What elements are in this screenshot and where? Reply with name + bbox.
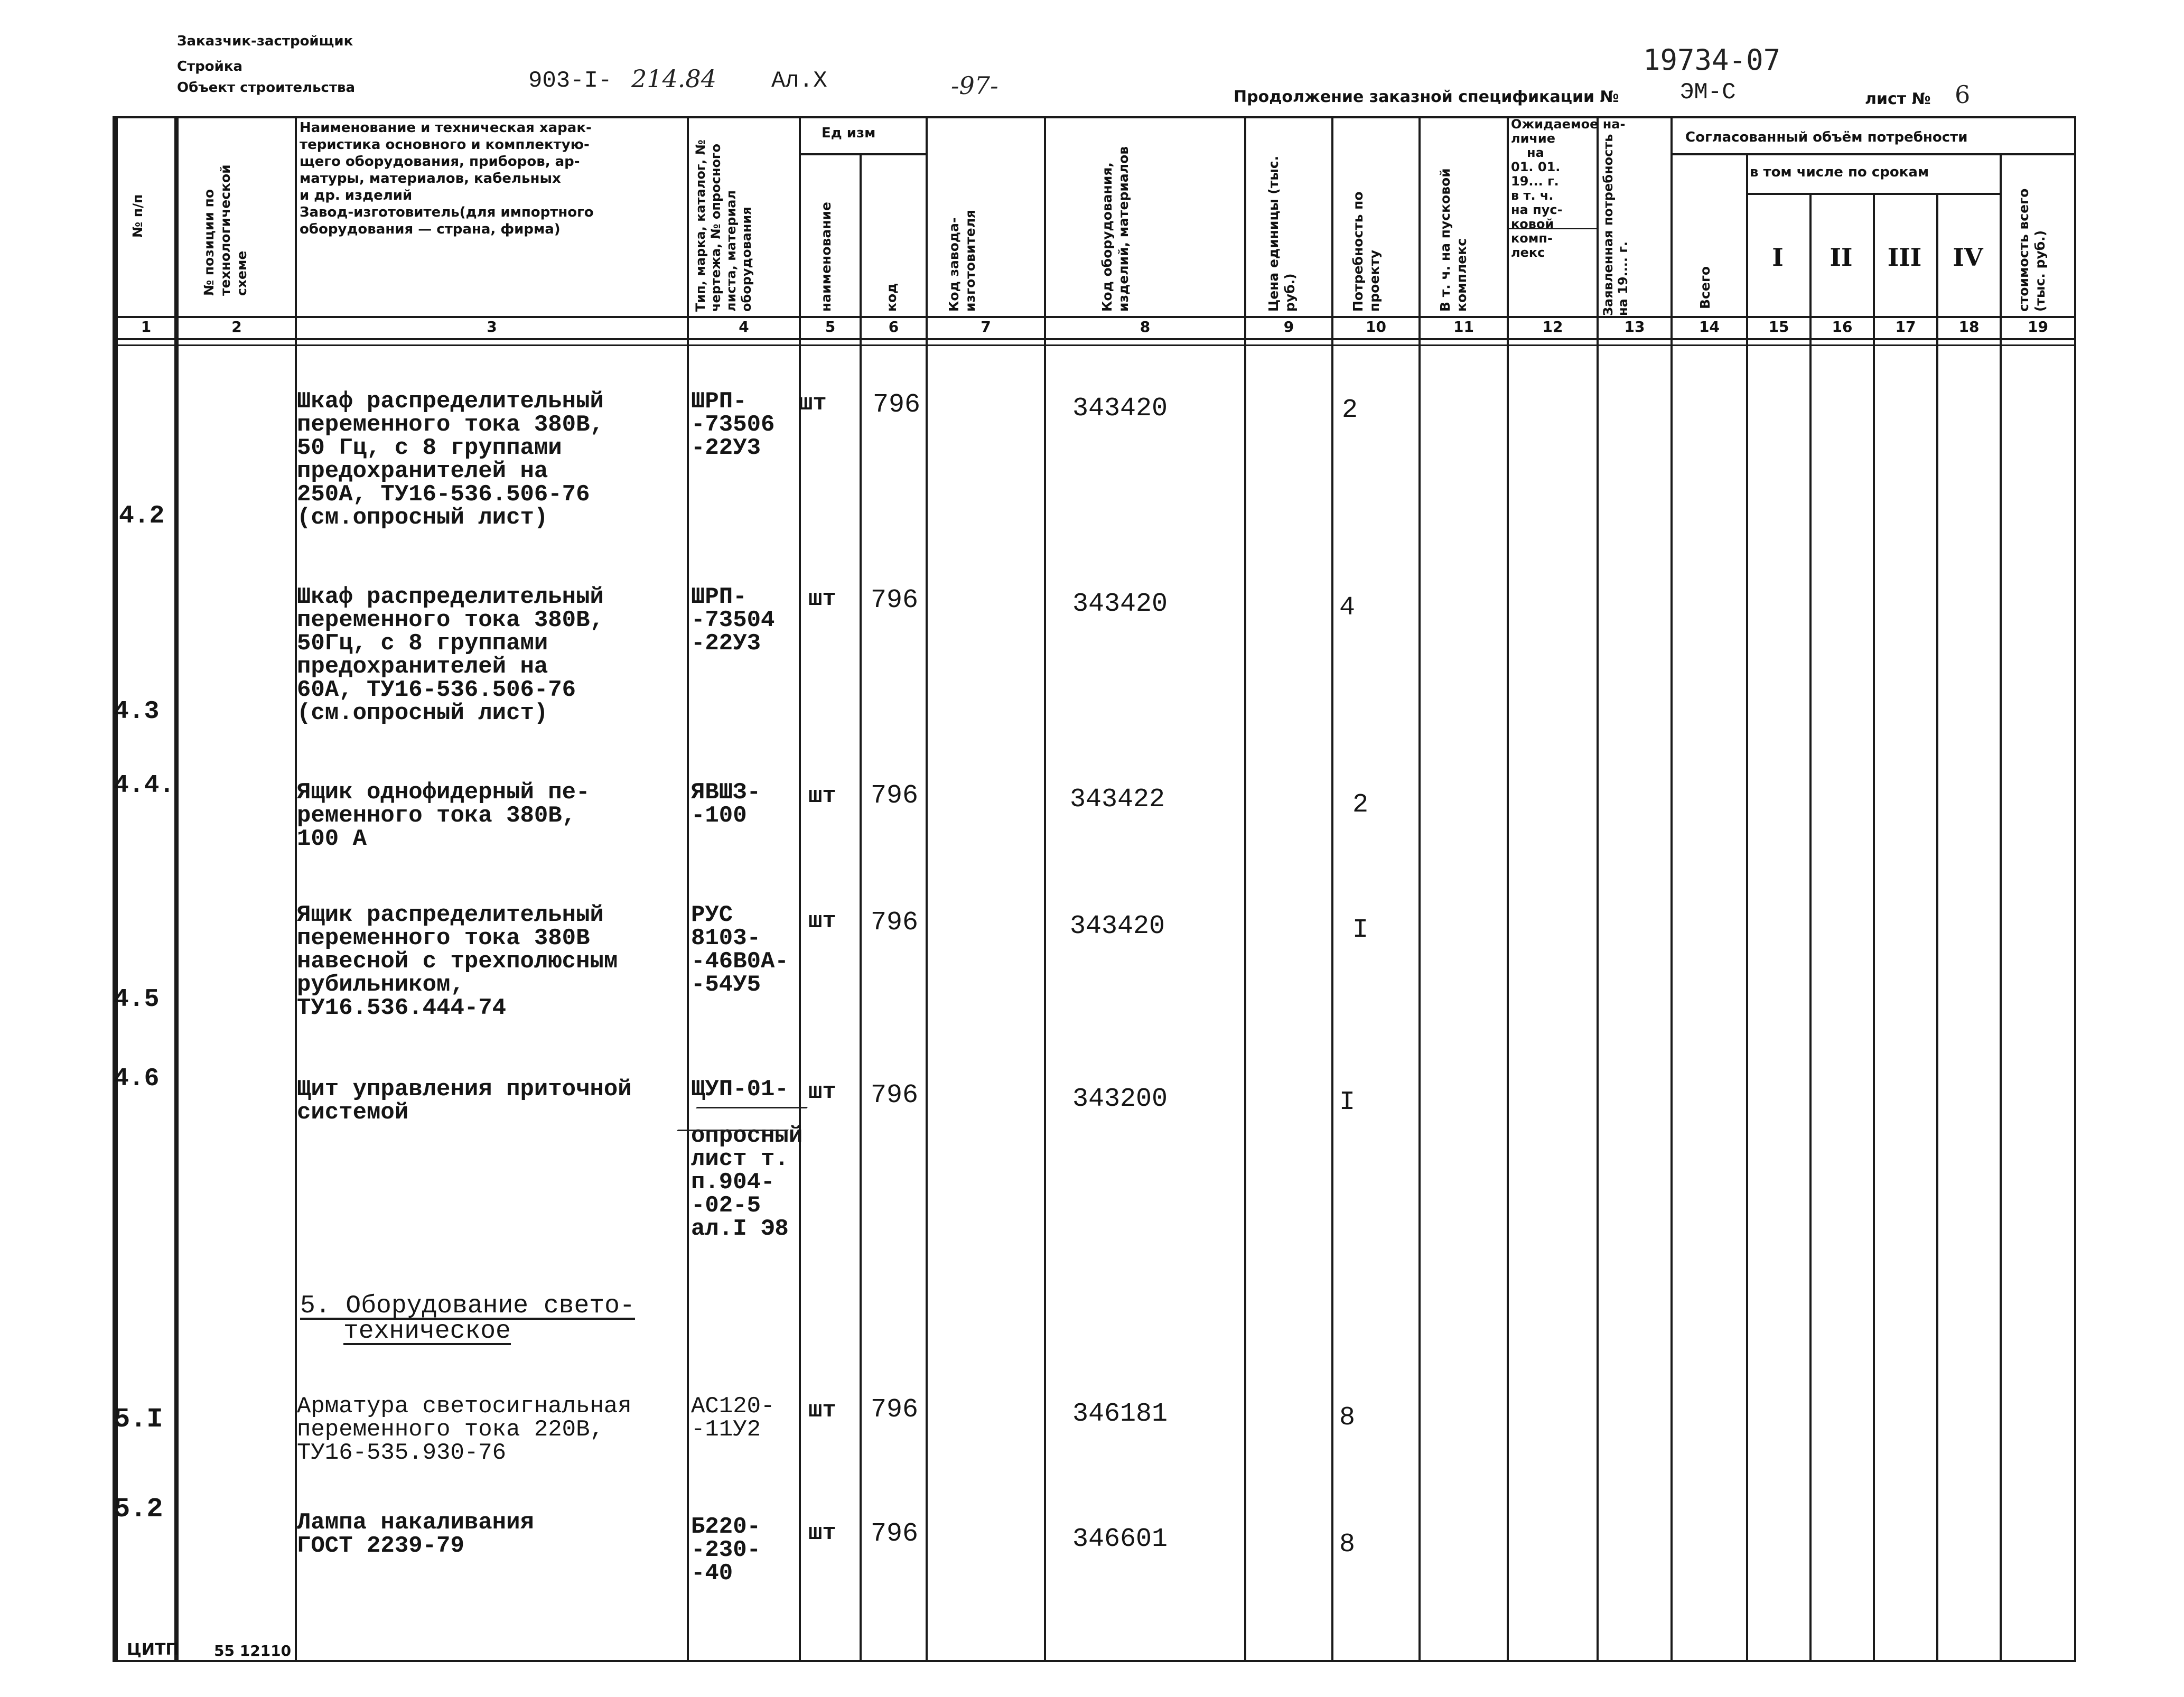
column-number: 18 — [1958, 318, 1980, 335]
row-quantity: 2 — [1342, 395, 1358, 425]
column-number: 4 — [739, 318, 749, 335]
row-unit-code: 796 — [871, 1080, 919, 1111]
spec-number: ЭМ-С — [1680, 79, 1736, 106]
row-type: ЯВШЗ- -100 — [691, 779, 761, 829]
row-equipment-code: 346601 — [1072, 1524, 1168, 1554]
row-unit: шт — [808, 1520, 836, 1546]
column-number: 5 — [825, 318, 836, 335]
row-name: Ящик однофидерный пе- ременного тока 380В, 100 А — [297, 779, 590, 852]
row-position: 5.I — [114, 1404, 163, 1435]
project-code-handwritten: 214.84 — [631, 64, 716, 93]
column-number: 11 — [1453, 318, 1474, 335]
row-type: Б220- -230- -40 — [691, 1514, 761, 1587]
row-quantity: I — [1352, 915, 1369, 945]
form-reference-box — [677, 1107, 808, 1131]
row-type: ШРП- -73504 -22У3 — [691, 584, 775, 657]
column-number: 8 — [1140, 318, 1151, 335]
column-number: 19 — [2028, 318, 2048, 335]
row-unit: шт — [808, 586, 836, 612]
row-position: 4.3 — [114, 697, 160, 726]
header-declared: Заявленная потребность на 19.... г. — [1601, 134, 1630, 316]
row-equipment-code: 343420 — [1070, 911, 1165, 941]
header-row-number: № п/п — [130, 194, 145, 238]
continuation-label: Продолжение заказной спецификации № — [1234, 88, 1619, 106]
section-title: 5. Оборудование свето- — [300, 1292, 635, 1320]
header-term-4: IV — [1953, 243, 1983, 272]
header-name: Наименование и техническая харак- теристика основного и комплектую- щего оборудования, приборов, ар- матуры, материалов, кабельных и др. изделий Завод-изготовитель(для импортного оборудования — страна, фирма) — [300, 120, 594, 237]
header-unit-price: Цена единицы (тыс. руб.) — [1266, 155, 1298, 312]
row-equipment-code: 343420 — [1072, 589, 1168, 619]
row-name: Щит управления приточной системой — [297, 1076, 632, 1126]
section-title-cont: техническое — [343, 1317, 511, 1346]
sheet-label: лист № — [1865, 90, 1931, 108]
header-unit-group: Ед изм — [822, 125, 876, 141]
customer-label: Заказчик-застройщик — [177, 33, 353, 49]
row-unit: шт — [799, 390, 827, 417]
header-expected: Ожидаемое на- личие на 01. 01. 19... г. в т. ч. на пус- ковой комп- лекс — [1511, 117, 1626, 260]
row-name: Арматура светосигнальная переменного тока 220В, ТУ16-535.930-76 — [297, 1393, 632, 1466]
row-unit: шт — [808, 1079, 836, 1105]
column-number: 9 — [1283, 318, 1294, 335]
header-unit-name: наименование — [818, 202, 834, 312]
row-unit-code: 796 — [873, 390, 921, 420]
column-number: 17 — [1895, 318, 1916, 335]
header-launch-complex: В т. ч. на пусковой комплекс — [1438, 168, 1469, 312]
column-number: 15 — [1768, 318, 1789, 335]
row-position: 4.5 — [114, 985, 160, 1014]
row-type: ШРП- -73506 -22У3 — [691, 388, 775, 461]
row-unit-code: 796 — [871, 1519, 919, 1549]
row-equipment-code: 343422 — [1070, 785, 1165, 815]
stamp-number: 19734-07 — [1643, 43, 1781, 77]
column-number: 2 — [231, 318, 242, 335]
column-number: 10 — [1366, 318, 1386, 335]
column-number: 12 — [1542, 318, 1563, 335]
column-number: 3 — [487, 318, 497, 335]
row-unit: шт — [808, 908, 836, 935]
row-quantity: 2 — [1352, 790, 1369, 820]
row-unit-code: 796 — [871, 908, 919, 938]
header-cost-total: стоимость всего (тыс. руб.) — [2016, 188, 2048, 312]
column-number: 7 — [981, 318, 991, 335]
row-position: 5.2 — [114, 1494, 163, 1525]
row-position: 4.2 — [119, 502, 165, 530]
row-type: АС120- -11У2 — [691, 1393, 775, 1443]
column-number: 13 — [1624, 318, 1645, 335]
header-project-need: Потребность по проекту — [1350, 191, 1382, 312]
project-code-prefix: 903-I- — [528, 68, 612, 94]
header-term-1: I — [1772, 243, 1784, 272]
row-quantity: 8 — [1339, 1403, 1356, 1433]
header-terms-group: в том числе по срокам — [1750, 164, 1929, 180]
header-term-3: III — [1887, 243, 1922, 272]
header-total: Всего — [1697, 266, 1713, 309]
row-quantity: I — [1339, 1087, 1356, 1117]
row-quantity: 8 — [1339, 1530, 1356, 1560]
column-number: 1 — [141, 318, 152, 335]
object-label: Объект строительства — [177, 80, 356, 96]
row-position: 4.4. — [114, 771, 175, 800]
row-equipment-code: 346181 — [1072, 1399, 1168, 1429]
row-unit: шт — [808, 783, 836, 809]
sheet-number: 6 — [1955, 80, 1971, 109]
row-name: Лампа накаливания ГОСТ 2239-79 — [297, 1509, 534, 1559]
footer-org: ЦИТП — [127, 1640, 179, 1659]
page-number: -97- — [951, 71, 998, 100]
row-position: 4.6 — [114, 1065, 160, 1093]
column-number: 16 — [1832, 318, 1853, 335]
album-number: Ал.Х — [771, 68, 827, 94]
row-type: РУС 8103- -46В0А- -54У5 — [691, 902, 789, 998]
row-unit-code: 796 — [871, 585, 919, 616]
header-position: № позиции по технологической схеме — [201, 164, 249, 296]
row-equipment-code: 343200 — [1072, 1084, 1168, 1114]
footer-code: 55 12110 — [214, 1642, 292, 1659]
header-agreed-group: Согласованный объём потребности — [1685, 129, 1968, 145]
header-manufacturer-code: Код завода-изготовителя — [946, 209, 978, 312]
header-term-2: II — [1830, 243, 1853, 272]
construction-label: Стройка — [177, 59, 243, 74]
row-name: Шкаф распределительный переменного тока 380В, 50Гц, с 8 группами предохранителей на 60А, ТУ16-536.506-76 (см.опросный лист) — [297, 584, 604, 726]
column-number: 6 — [888, 318, 899, 335]
row-name: Ящик распределительный переменного тока 380В навесной с трехполюсным рубильником, ТУ16.536.444-74 — [297, 902, 618, 1021]
row-type: ЩУП-01- опросный лист т. п.904- -02-5 ал.I Э8 — [691, 1076, 803, 1242]
row-name: Шкаф распределительный переменного тока 380В, 50 Гц, с 8 группами предохранителей на 250А, ТУ16-536.506-76 (см.опросный лист) — [297, 388, 604, 531]
row-equipment-code: 343420 — [1072, 394, 1168, 424]
row-quantity: 4 — [1339, 593, 1356, 623]
header-equipment-code: Код оборудования, изделий, материалов — [1099, 146, 1131, 312]
column-number: 14 — [1699, 318, 1720, 335]
header-unit-code: код — [884, 283, 899, 312]
row-unit-code: 796 — [871, 781, 919, 811]
row-unit: шт — [808, 1397, 836, 1424]
header-type: Тип, марка, каталог, № чертежа, № опросного листа, материал оборудования — [693, 139, 754, 312]
row-unit-code: 796 — [871, 1395, 919, 1425]
